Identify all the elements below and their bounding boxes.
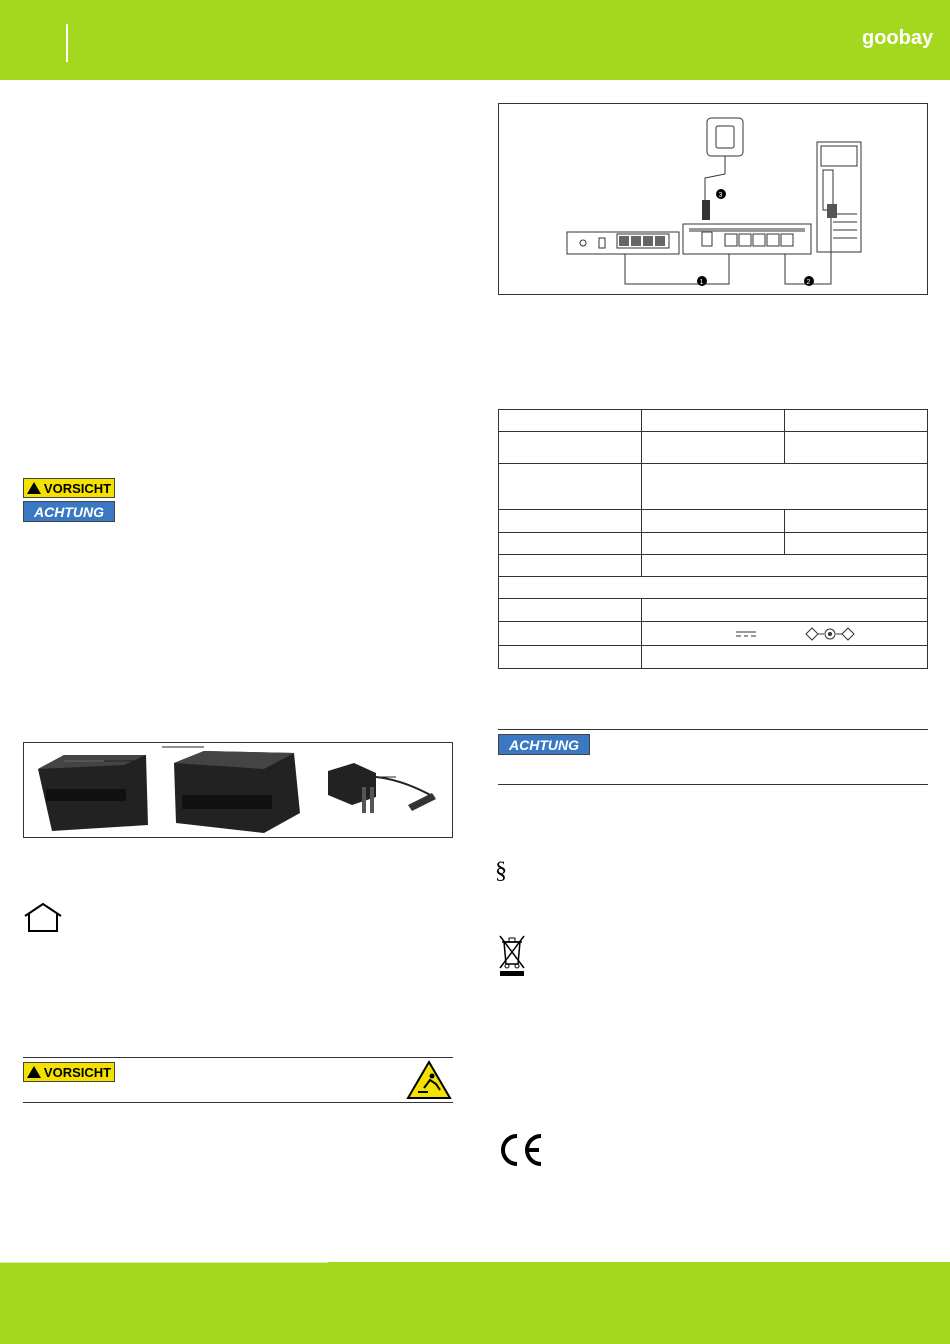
table-row [499, 599, 928, 622]
table-cell [499, 599, 642, 622]
table-cell [499, 555, 642, 577]
table-cell [642, 555, 928, 577]
svg-text:1: 1 [699, 279, 704, 286]
svg-text:3: 3 [718, 192, 723, 199]
section-symbol: § [495, 858, 507, 884]
switch-8-port-image [174, 751, 300, 833]
product-images-frame [23, 742, 453, 838]
table-cell [642, 646, 928, 669]
switch-icon [683, 224, 811, 254]
goobay-logo [862, 24, 934, 52]
warning-triangle-icon [27, 482, 41, 494]
table-cell [499, 410, 642, 432]
table-cell [642, 410, 785, 432]
table-cell [642, 533, 785, 555]
table-row [499, 432, 928, 464]
weee-bin-icon [498, 934, 526, 976]
pc-tower-icon [817, 142, 861, 252]
table-cell [785, 432, 928, 464]
router-icon [567, 232, 679, 254]
table-row [499, 646, 928, 669]
achtung-label-2-text: ACHTUNG [509, 736, 579, 753]
achtung-label-text: ACHTUNG [34, 503, 104, 520]
table-cell [785, 510, 928, 533]
footer-divider-line [0, 1261, 328, 1263]
achtung-label [23, 501, 115, 522]
vorsicht-label-text: VORSICHT [43, 480, 112, 496]
ce-mark-icon [497, 1134, 545, 1166]
svg-text:2: 2 [806, 279, 811, 286]
table-cell [642, 510, 785, 533]
table-cell [642, 464, 928, 510]
power-adapter-image [328, 763, 436, 813]
table-cell [499, 432, 642, 464]
connection-diagram-frame [498, 103, 928, 295]
table-row [499, 510, 928, 533]
power-adapter-icon [702, 118, 743, 220]
table-cell [499, 622, 642, 646]
table-cell [642, 622, 928, 646]
table-row [499, 555, 928, 577]
table-cell [499, 646, 642, 669]
table-cell [642, 599, 928, 622]
vorsicht-label [23, 478, 115, 498]
warning-triangle-icon [27, 1066, 41, 1078]
connection-diagram [499, 104, 927, 294]
caution-box-top-rule [23, 1057, 453, 1058]
table-cell [499, 464, 642, 510]
house-icon [23, 902, 63, 932]
table-row [499, 464, 928, 510]
table-cell [499, 577, 928, 599]
table-cell [499, 510, 642, 533]
switch-5-port-image [38, 755, 148, 831]
table-row [499, 410, 928, 432]
header-band [0, 0, 950, 80]
footer-band [0, 1262, 950, 1344]
achtung-box-bottom-rule [498, 784, 928, 785]
table-row [499, 533, 928, 555]
header-divider [66, 24, 68, 62]
achtung-label-2 [498, 734, 590, 755]
logo-text: goobay [862, 27, 934, 49]
product-images [24, 743, 452, 837]
table-row [499, 577, 928, 599]
caution-box-bottom-rule [23, 1102, 453, 1103]
table-cell [499, 533, 642, 555]
vorsicht-label-2 [23, 1062, 115, 1082]
specifications-table [498, 409, 928, 669]
table-cell [642, 432, 785, 464]
achtung-box-top-rule [498, 729, 928, 730]
dc-polarity-icon [736, 627, 876, 641]
vorsicht-label-2-text: VORSICHT [43, 1064, 112, 1080]
table-cell [785, 533, 928, 555]
table-row [499, 622, 928, 646]
tripping-hazard-icon [406, 1060, 452, 1100]
table-cell [785, 410, 928, 432]
